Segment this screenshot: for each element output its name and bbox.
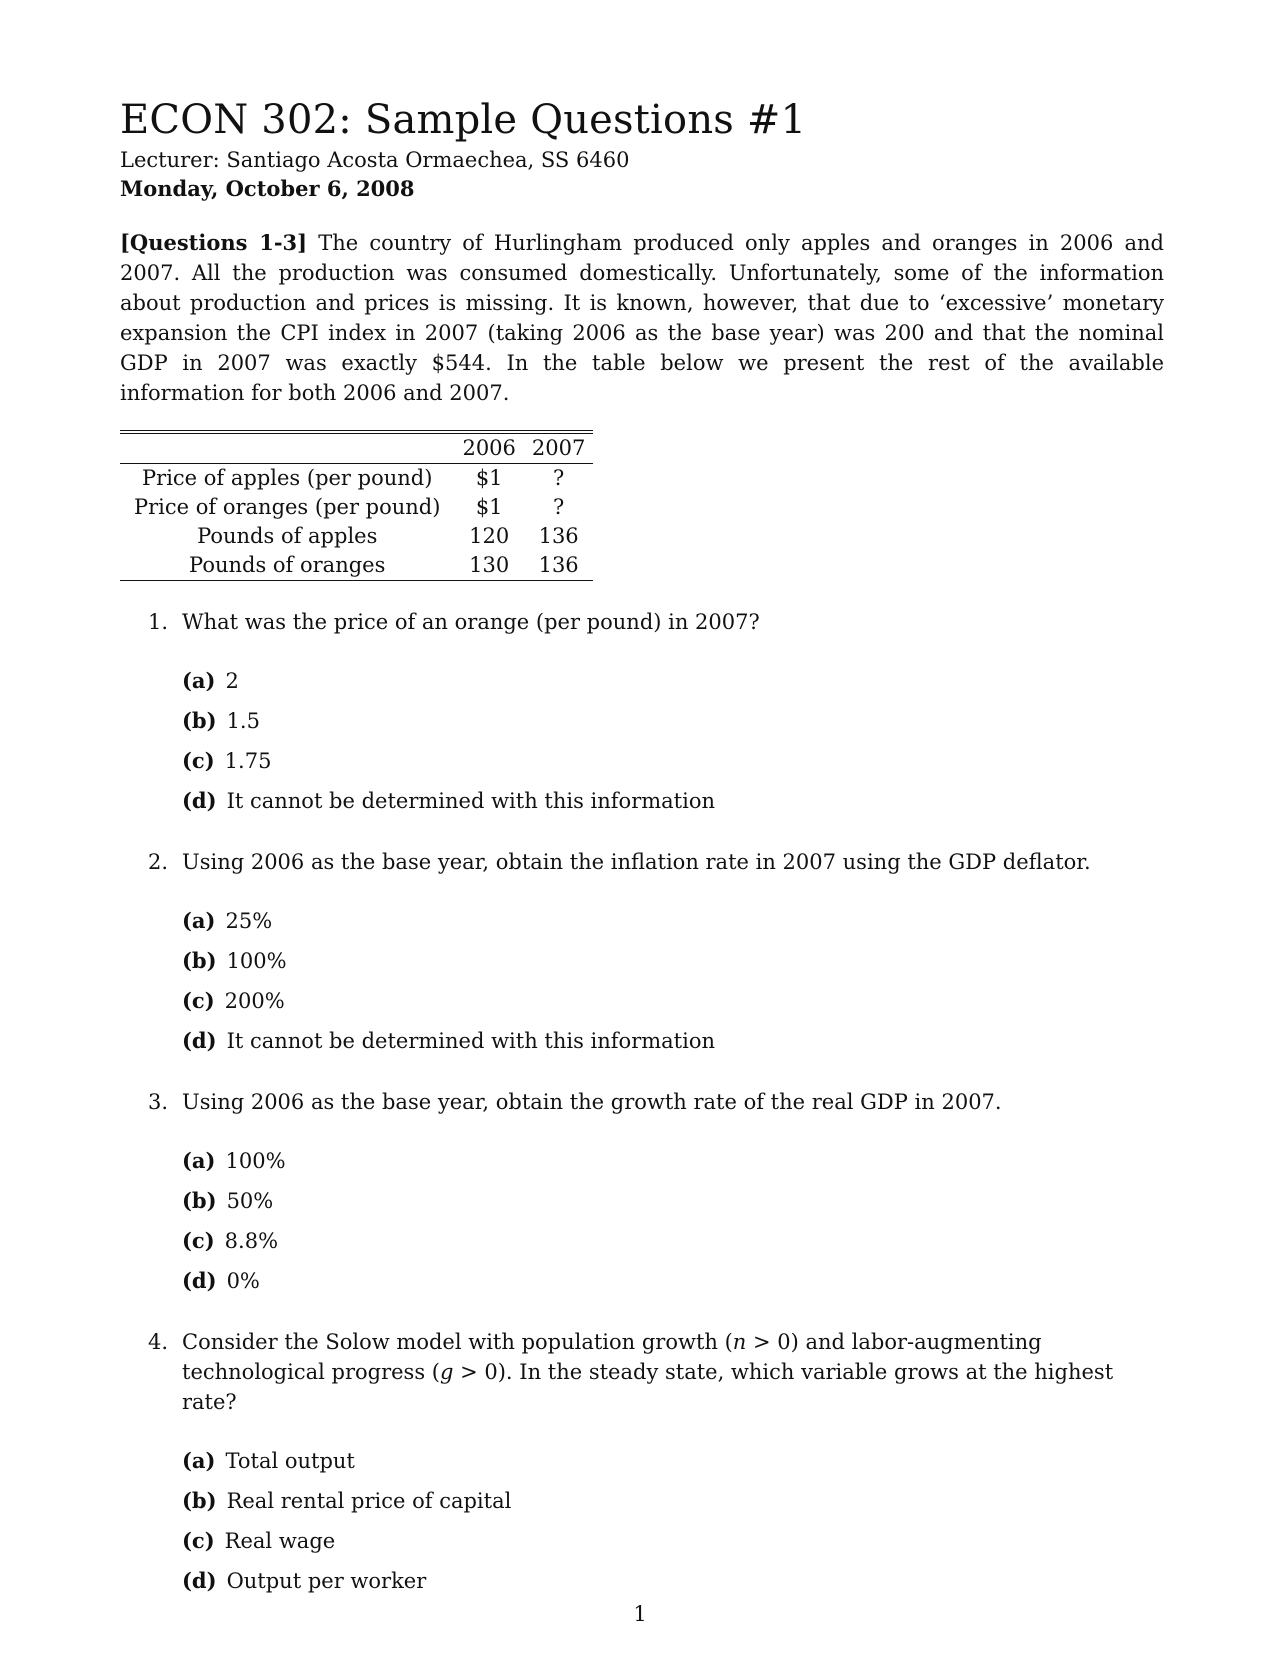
option-text: It cannot be determined with this information	[226, 1029, 715, 1053]
option-label: (d)	[182, 1268, 217, 1293]
table-header-2006: 2006	[454, 432, 523, 464]
option-b	[182, 1181, 1164, 1221]
option-text: Output per worker	[226, 1569, 427, 1593]
option-text: 100%	[225, 1149, 286, 1173]
intro-paragraph	[120, 228, 1164, 408]
option-label: (c)	[182, 1528, 215, 1553]
option-label: (a)	[182, 1148, 216, 1173]
question-text-part: > 0). In the steady state, which variable grows at the highest rate?	[182, 1360, 1114, 1414]
question-text: Using 2006 as the base year, obtain the growth rate of the real GDP in 2007.	[182, 1090, 1002, 1114]
intro-lead: [Questions 1-3]	[120, 230, 308, 255]
question-3	[120, 1087, 1164, 1301]
option-text: 1.75	[224, 749, 272, 773]
table-row-label: Price of oranges (per pound)	[134, 495, 441, 519]
table-header-row	[120, 432, 593, 464]
option-label: (b)	[182, 948, 217, 973]
math-variable-n: n	[732, 1330, 747, 1354]
table-cell-2007: 136	[538, 553, 579, 577]
option-text: 200%	[224, 989, 285, 1013]
table-row	[120, 464, 593, 494]
option-list	[182, 901, 1164, 1061]
question-text: What was the price of an orange (per pound) in 2007?	[182, 610, 760, 634]
option-d	[182, 1021, 1164, 1061]
question-1	[120, 607, 1164, 821]
question-number: 3.	[148, 1090, 169, 1114]
option-c	[182, 981, 1164, 1021]
question-text-part: > 0) and labor-augmenting technological progress (	[182, 1330, 1042, 1384]
option-list	[182, 1141, 1164, 1301]
option-text: 8.8%	[224, 1229, 279, 1253]
table-cell-2006: $1	[475, 466, 503, 490]
document-page	[120, 96, 1164, 1627]
table-header-label	[120, 432, 454, 464]
document-title: ECON 302: Sample Questions #1	[120, 97, 807, 143]
table-cell-2007: ?	[553, 495, 565, 519]
option-c	[182, 1521, 1164, 1561]
table-row	[120, 493, 593, 522]
option-list	[182, 1441, 1164, 1601]
option-label: (c)	[182, 988, 215, 1013]
option-c	[182, 1221, 1164, 1261]
option-text: 100%	[226, 949, 287, 973]
table-cell-2007: 136	[538, 524, 579, 548]
question-number: 4.	[148, 1330, 169, 1354]
option-label: (d)	[182, 788, 217, 813]
table-row	[120, 551, 593, 581]
table-cell-2006: 130	[469, 553, 510, 577]
option-label: (a)	[182, 1448, 216, 1473]
table-row-label: Pounds of oranges	[189, 553, 386, 577]
table-row-label: Price of apples (per pound)	[142, 466, 433, 490]
option-a	[182, 1441, 1164, 1481]
table-cell-2006: $1	[475, 495, 503, 519]
option-text: 25%	[225, 909, 273, 933]
option-a	[182, 901, 1164, 941]
question-number: 2.	[148, 850, 169, 874]
option-label: (a)	[182, 668, 216, 693]
option-a	[182, 661, 1164, 701]
question-number: 1.	[148, 610, 169, 634]
question-text: Using 2006 as the base year, obtain the inflation rate in 2007 using the GDP deflator.	[182, 850, 1091, 874]
question-list	[120, 607, 1164, 1601]
option-label: (c)	[182, 1228, 215, 1253]
lecturer-line: Lecturer: Santiago Acosta Ormaechea, SS 6460	[120, 148, 630, 172]
option-d	[182, 1261, 1164, 1301]
intro-text: The country of Hurlingham produced only apples and oranges in 2006 and 2007. All the production was consumed domestically. Unfortunately, some of the information about production and prices is missing. It is known, however, that due to ‘excessive’ monetary expansion the CPI index in 2007 (taking 2006 as the base year) was 200 and that the nominal GDP in 2007 was exactly $544. In the table below we present the rest of the available information for both 2006 and 2007.	[120, 231, 1164, 405]
option-label: (a)	[182, 908, 216, 933]
table-row-label: Pounds of apples	[197, 524, 378, 548]
table-cell-2006: 120	[469, 524, 510, 548]
option-d	[182, 1561, 1164, 1601]
question-4	[120, 1327, 1164, 1601]
option-text: 0%	[226, 1269, 260, 1293]
option-b	[182, 941, 1164, 981]
document-date: Monday, October 6, 2008	[120, 176, 415, 201]
option-text: 2	[225, 669, 239, 693]
option-d	[182, 781, 1164, 821]
table-row	[120, 522, 593, 551]
math-variable-g: g	[439, 1360, 454, 1384]
table-header-2007: 2007	[524, 432, 593, 464]
option-label: (d)	[182, 1028, 217, 1053]
question-2	[120, 847, 1164, 1061]
option-text: 1.5	[226, 709, 260, 733]
option-label: (b)	[182, 1188, 217, 1213]
data-table	[120, 430, 593, 581]
question-text-part: Consider the Solow model with population growth (	[182, 1330, 733, 1354]
option-list	[182, 661, 1164, 821]
option-label: (c)	[182, 748, 215, 773]
option-text: Total output	[225, 1449, 355, 1473]
page-number: 1	[633, 1602, 647, 1626]
question-text	[182, 1327, 1164, 1417]
option-b	[182, 1481, 1164, 1521]
option-label: (b)	[182, 708, 217, 733]
table-cell-2007: ?	[553, 466, 565, 490]
option-c	[182, 741, 1164, 781]
option-text: It cannot be determined with this information	[226, 789, 715, 813]
option-a	[182, 1141, 1164, 1181]
option-label: (d)	[182, 1568, 217, 1593]
option-text: Real wage	[224, 1529, 336, 1553]
option-text: Real rental price of capital	[226, 1489, 512, 1513]
option-label: (b)	[182, 1488, 217, 1513]
option-text: 50%	[226, 1189, 274, 1213]
option-b	[182, 701, 1164, 741]
